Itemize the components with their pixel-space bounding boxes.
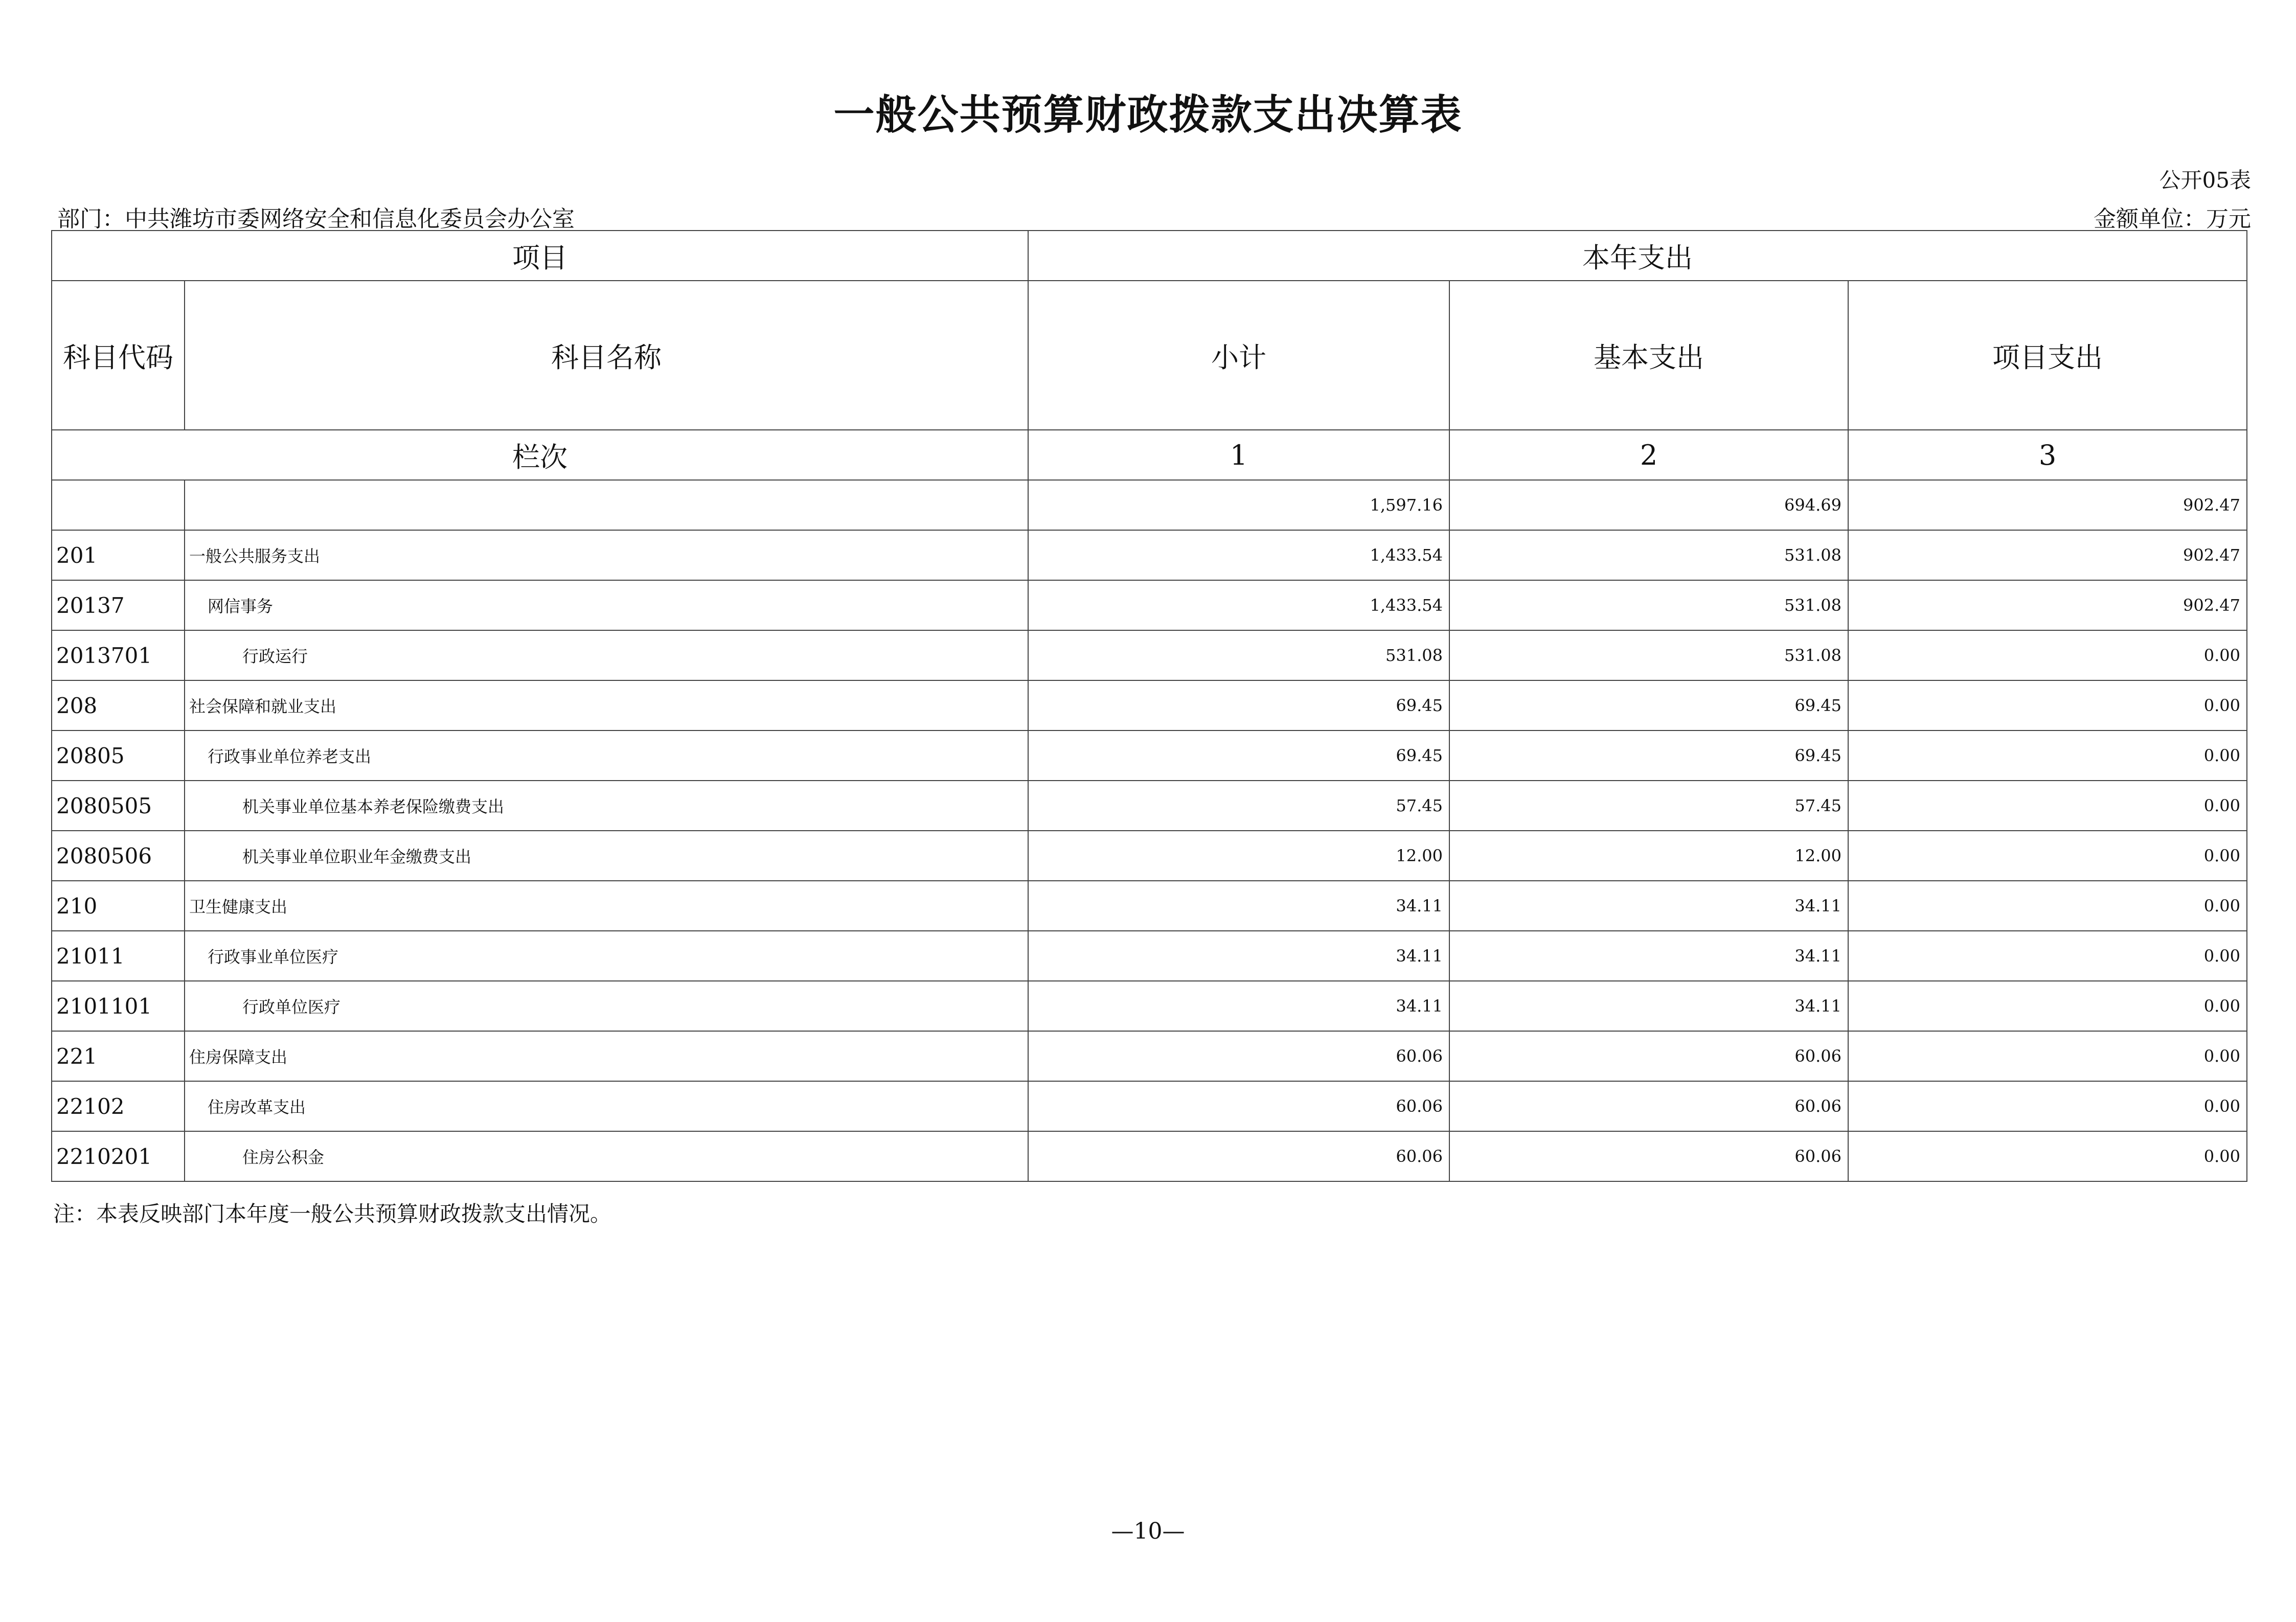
subject-name: 一般公共服务支出 — [185, 530, 1028, 580]
project-value: 0.00 — [1848, 1031, 2247, 1081]
table-note: 注：本表反映部门本年度一般公共预算财政拨款支出情况。 — [53, 1201, 612, 1226]
subject-name: 网信事务 — [185, 580, 1028, 630]
basic-value: 60.06 — [1449, 1031, 1848, 1081]
row-index-label: 栏次 — [52, 430, 1028, 480]
total-project: 902.47 — [1848, 480, 2247, 530]
basic-value: 531.08 — [1449, 630, 1848, 680]
subject-code: 2080506 — [52, 831, 185, 881]
table-header-row-2 — [52, 281, 2247, 430]
table-row — [52, 1081, 2247, 1131]
project-value: 0.00 — [1848, 781, 2247, 831]
table-row — [52, 580, 2247, 630]
basic-value: 57.45 — [1449, 781, 1848, 831]
subtotal-value: 34.11 — [1028, 981, 1449, 1031]
header-this-year-expenditure: 本年支出 — [1028, 231, 2247, 281]
project-value: 902.47 — [1848, 580, 2247, 630]
page-number: —10— — [1111, 1518, 1185, 1544]
basic-value: 69.45 — [1449, 680, 1848, 730]
project-value: 0.00 — [1848, 981, 2247, 1031]
department-label: 部门：中共潍坊市委网络安全和信息化委员会办公室 — [57, 206, 575, 232]
header-basic-expenditure: 基本支出 — [1449, 281, 1848, 430]
table-row — [52, 1031, 2247, 1081]
table-row — [52, 530, 2247, 580]
subject-name: 机关事业单位基本养老保险缴费支出 — [185, 781, 1028, 831]
subject-code: 22102 — [52, 1081, 185, 1131]
basic-value: 531.08 — [1449, 580, 1848, 630]
column-index-1: 1 — [1028, 430, 1449, 480]
subject-name: 住房保障支出 — [185, 1031, 1028, 1081]
project-value: 902.47 — [1848, 530, 2247, 580]
subject-code: 20137 — [52, 580, 185, 630]
page-title: 一般公共预算财政拨款支出决算表 — [833, 91, 1463, 139]
column-index-2: 2 — [1449, 430, 1848, 480]
project-value: 0.00 — [1848, 931, 2247, 981]
basic-value: 531.08 — [1449, 530, 1848, 580]
header-project: 项目 — [52, 231, 1028, 281]
subtotal-value: 34.11 — [1028, 881, 1449, 931]
header-subtotal: 小计 — [1028, 281, 1449, 430]
subject-code: 208 — [52, 680, 185, 730]
subtotal-value: 1,433.54 — [1028, 580, 1449, 630]
project-value: 0.00 — [1848, 680, 2247, 730]
project-value: 0.00 — [1848, 1081, 2247, 1131]
subtotal-value: 57.45 — [1028, 781, 1449, 831]
total-row — [52, 480, 2247, 530]
table-header-row-1 — [52, 231, 2247, 281]
subject-name: 行政单位医疗 — [185, 981, 1028, 1031]
project-value: 0.00 — [1848, 881, 2247, 931]
amount-unit-label: 金额单位：万元 — [2094, 206, 2251, 232]
total-code — [52, 480, 185, 530]
subtotal-value: 34.11 — [1028, 931, 1449, 981]
subject-code: 2101101 — [52, 981, 185, 1031]
subtotal-value: 12.00 — [1028, 831, 1449, 881]
basic-value: 60.06 — [1449, 1131, 1848, 1181]
total-basic: 694.69 — [1449, 480, 1848, 530]
subject-code: 221 — [52, 1031, 185, 1081]
subject-name: 行政运行 — [185, 630, 1028, 680]
header-project-expenditure: 项目支出 — [1848, 281, 2247, 430]
table-row — [52, 630, 2247, 680]
subject-name: 行政事业单位医疗 — [185, 931, 1028, 981]
subject-name: 机关事业单位职业年金缴费支出 — [185, 831, 1028, 881]
subtotal-value: 60.06 — [1028, 1131, 1449, 1181]
table-row — [52, 1131, 2247, 1181]
project-value: 0.00 — [1848, 831, 2247, 881]
subject-name: 卫生健康支出 — [185, 881, 1028, 931]
table-row — [52, 781, 2247, 831]
table-row — [52, 730, 2247, 781]
subtotal-value: 1,433.54 — [1028, 530, 1449, 580]
subtotal-value: 69.45 — [1028, 680, 1449, 730]
subject-code: 201 — [52, 530, 185, 580]
basic-value: 34.11 — [1449, 881, 1848, 931]
subject-code: 21011 — [52, 931, 185, 981]
total-name — [185, 480, 1028, 530]
subject-code: 2080505 — [52, 781, 185, 831]
total-subtotal: 1,597.16 — [1028, 480, 1449, 530]
basic-value: 12.00 — [1449, 831, 1848, 881]
expenditure-table — [51, 230, 2247, 1182]
subject-code: 20805 — [52, 730, 185, 781]
subject-name: 行政事业单位养老支出 — [185, 730, 1028, 781]
table-row — [52, 680, 2247, 730]
basic-value: 34.11 — [1449, 931, 1848, 981]
table-row — [52, 831, 2247, 881]
table-row — [52, 981, 2247, 1031]
column-index-3: 3 — [1848, 430, 2247, 480]
basic-value: 34.11 — [1449, 981, 1848, 1031]
basic-value: 60.06 — [1449, 1081, 1848, 1131]
project-value: 0.00 — [1848, 1131, 2247, 1181]
table-row — [52, 931, 2247, 981]
subject-name: 住房改革支出 — [185, 1081, 1028, 1131]
header-subject-name: 科目名称 — [185, 281, 1028, 430]
subtotal-value: 60.06 — [1028, 1031, 1449, 1081]
table-index-row — [52, 430, 2247, 480]
subtotal-value: 69.45 — [1028, 730, 1449, 781]
form-number: 公开05表 — [2159, 168, 2251, 193]
header-subject-code: 科目代码 — [52, 281, 185, 430]
subtotal-value: 531.08 — [1028, 630, 1449, 680]
subject-code: 2013701 — [52, 630, 185, 680]
project-value: 0.00 — [1848, 730, 2247, 781]
table-row — [52, 881, 2247, 931]
basic-value: 69.45 — [1449, 730, 1848, 781]
subject-code: 2210201 — [52, 1131, 185, 1181]
subject-name: 住房公积金 — [185, 1131, 1028, 1181]
subject-name: 社会保障和就业支出 — [185, 680, 1028, 730]
subtotal-value: 60.06 — [1028, 1081, 1449, 1131]
subject-code: 210 — [52, 881, 185, 931]
project-value: 0.00 — [1848, 630, 2247, 680]
